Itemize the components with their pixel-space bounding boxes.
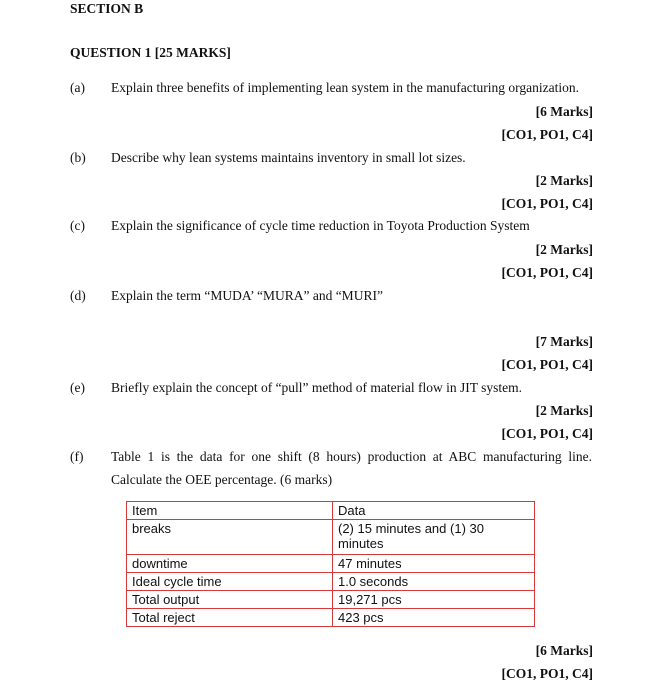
section-heading: SECTION B [70, 1, 144, 16]
item-marks: [7 Marks] [535, 334, 593, 349]
item-text: Describe why lean systems maintains inventory in small lot sizes. [111, 150, 466, 165]
table-row [127, 520, 535, 555]
item-codes: [CO1, PO1, C4] [501, 666, 593, 681]
item-label: (f) [70, 449, 84, 464]
table-cell: downtime [127, 555, 333, 573]
item-label: (c) [70, 218, 85, 233]
item-text: Explain the significance of cycle time reduction in Toyota Production System [111, 218, 530, 233]
item-marks: [2 Marks] [535, 173, 593, 188]
table-row [127, 591, 535, 609]
item-marks: [2 Marks] [535, 242, 593, 257]
item-marks: [2 Marks] [535, 403, 593, 418]
item-text-line1: Table 1 is the data for one shift (8 hours) production at ABC manufacturing line. [111, 449, 592, 464]
table-cell: Ideal cycle time [127, 573, 333, 591]
item-codes: [CO1, PO1, C4] [501, 426, 593, 441]
table-cell: Total reject [127, 609, 333, 627]
item-codes: [CO1, PO1, C4] [501, 196, 593, 211]
item-label: (d) [70, 288, 86, 303]
table-cell: 423 pcs [333, 609, 535, 627]
table-cell: 19,271 pcs [333, 591, 535, 609]
item-codes: [CO1, PO1, C4] [501, 357, 593, 372]
table-row [127, 573, 535, 591]
item-codes: [CO1, PO1, C4] [501, 265, 593, 280]
item-label: (e) [70, 380, 85, 395]
table-cell: (2) 15 minutes and (1) 30 minutes [333, 520, 535, 555]
item-text: Explain the term “MUDA’ “MURA” and “MURI” [111, 288, 383, 303]
item-label: (b) [70, 150, 86, 165]
item-text: Explain three benefits of implementing lean system in the manufacturing organization. [111, 80, 579, 95]
item-codes: [CO1, PO1, C4] [501, 127, 593, 142]
table-header-cell: Item [127, 502, 333, 520]
item-text-line2: Calculate the OEE percentage. (6 marks) [111, 472, 333, 487]
table-cell: 47 minutes [333, 555, 535, 573]
table-cell: breaks [127, 520, 333, 555]
item-text: Briefly explain the concept of “pull” method of material flow in JIT system. [111, 380, 523, 395]
table-cell: 1.0 seconds [333, 573, 535, 591]
item-marks: [6 Marks] [535, 643, 593, 658]
item-marks: [6 Marks] [535, 104, 593, 119]
question-title: QUESTION 1 [25 MARKS] [70, 45, 231, 60]
oee-data-table [126, 501, 535, 627]
table-row [127, 555, 535, 573]
table-header-cell: Data [333, 502, 535, 520]
table-row [127, 609, 535, 627]
item-label: (a) [70, 80, 85, 95]
table-cell: Total output [127, 591, 333, 609]
table-header-row [127, 502, 535, 520]
